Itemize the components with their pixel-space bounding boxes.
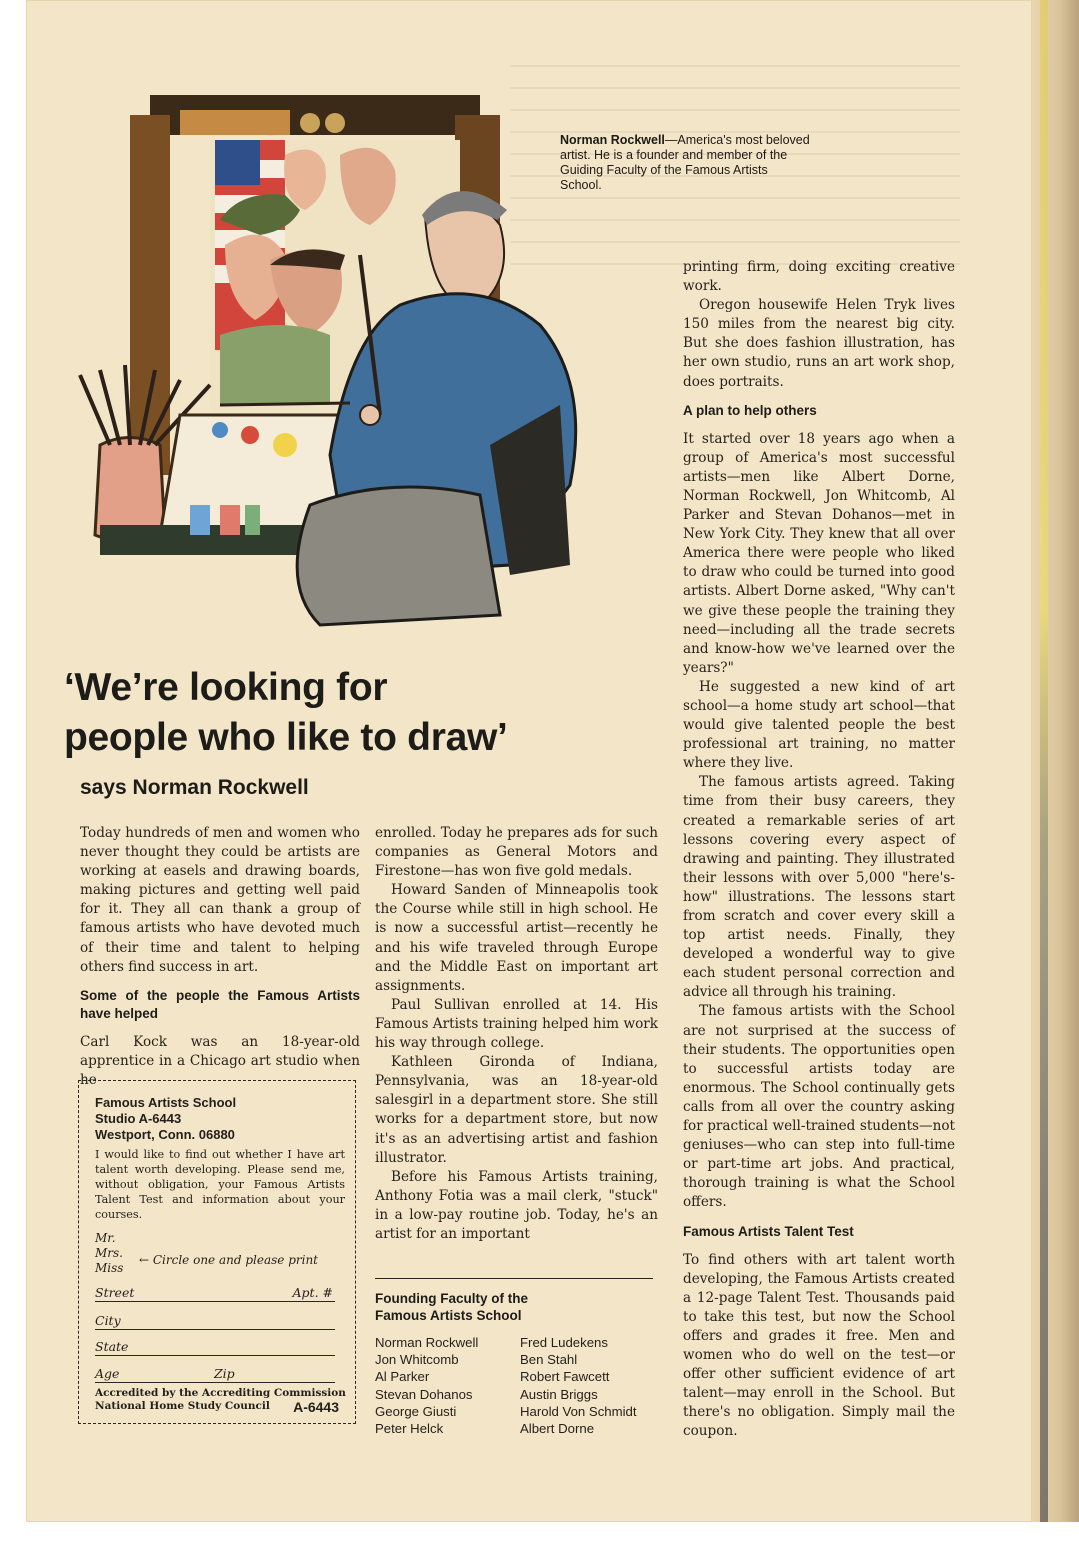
headline [64, 663, 624, 763]
list-item: George Giusti [375, 1403, 457, 1419]
accreditation-line-2: National Home Study Council [95, 1399, 270, 1412]
paragraph-fotia-cont: printing firm, doing exciting creative work. [683, 259, 955, 295]
section-heading-people: Some of the people the Famous Artists have helped [80, 987, 360, 1021]
column-1 [80, 824, 360, 1090]
list-item: Harold Von Schmidt [520, 1403, 637, 1419]
caption-name: Norman Rockwell [560, 133, 665, 147]
paragraph-lessons: The famous artists agreed. Taking time from their busy careers, they created a remarkable series of art lessons covering every aspect of drawing and painting. They illustrated their lessons with over 5,000 "here's-how" illustrations. The lessons start from scratch and cover every skill a top artist needs. Finally, they developed a wonderful way to give each student personal correction and advice all through his training. [683, 774, 955, 1001]
paragraph-suggestion: He suggested a new kind of art school—a home study art school—that would give talented people the best professional art training, no matter where they live. [683, 678, 955, 772]
list-item: Stevan Dohanos [375, 1386, 473, 1402]
intro-paragraph: Today hundreds of men and women who never thought they could be artists are working at easels and drawing boards, making pictures and getting well paid for it. They all can thank a group of famous artists who have devoted much of their time and talent to helping others find success in art. [80, 825, 360, 975]
coupon-address [95, 1095, 236, 1143]
mail-coupon[interactable] [78, 1080, 356, 1424]
list-item: Jon Whitcomb [375, 1352, 459, 1368]
caption-text: —America's most beloved artist. He is a founder and member of the Guiding Faculty of the Famous Artists School. [560, 133, 810, 192]
subhead: says Norman Rockwell [80, 776, 309, 799]
list-item: Al Parker [375, 1369, 430, 1385]
coupon-city: Westport, Conn. 06880 [95, 1127, 235, 1142]
paragraph-tryk: Oregon housewife Helen Tryk lives 150 miles from the nearest big city. But she does fashion illustration, has her own studio, runs an art work shop, does portraits. [683, 297, 955, 390]
column-2 [375, 824, 658, 1244]
list-item: Fred Ludekens [520, 1335, 608, 1350]
paragraph-talent-test: To find others with art talent worth developing, the Famous Artists created a 12-page Talent Test. Thousands paid to take this test, but now the School offers and grades it free. Men and women who do well on the test—or offer other sufficient evidence of art talent—may enroll in the School. But there's no obligation. Simply mail the coupon. [683, 1251, 955, 1440]
faculty-title [375, 1290, 528, 1324]
section-heading-plan: A plan to help others [683, 402, 817, 418]
column-3 [683, 258, 955, 1441]
coupon-school: Famous Artists School [95, 1095, 237, 1110]
coupon-request: I would like to find out whether I have art talent worth developing. Please send me, without obligation, your Famous Artists Talent Test and information about your courses. [95, 1148, 345, 1221]
coupon-title-options[interactable] [95, 1231, 123, 1276]
list-item: Austin Briggs [520, 1386, 598, 1402]
list-item: Peter Helck [375, 1421, 444, 1437]
paragraph-opportunities: The famous artists with the School are not surprised at the success of their students. The opportunities open to successful artists today are enormous. The School continually gets calls from all over the country asking for practical well-trained students—not geniuses—who can step into full-time or part-time art jobs. And practical, thorough training is what the School offers. [683, 1003, 955, 1211]
headline-line-2: people who like to draw’ [64, 716, 508, 759]
section-heading-talent-test: Famous Artists Talent Test [683, 1223, 854, 1239]
faculty-divider [375, 1278, 653, 1279]
state-field[interactable] [95, 1339, 335, 1356]
illustration-caption [560, 133, 810, 193]
paragraph-fotia: Before his Famous Artists training, Anthony Fotia was a mail clerk, "stuck" in a low-pay routine job. Today, he's an artist for an important [375, 1168, 658, 1242]
paragraph-history: It started over 18 years ago when a group of America's most successful artists—men like Albert Dorne, Norman Rockwell, Jon Whitcomb, Al Parker and Stevan Dohanos—met in New York City. They knew that all over America there were people who liked to draw who could be turned into good artists. Albert Dorne asked, "Why can't we give these people the training they need—including all the trade secrets and know-how we've learned over the years?" [683, 430, 955, 676]
paragraph-sullivan: Paul Sullivan enrolled at 14. His Famous Artists training helped him work his way through college. [375, 996, 658, 1052]
headline-line-1: ‘We’re looking for [64, 666, 388, 709]
list-item: Norman Rockwell [375, 1335, 479, 1350]
zip-label: Zip [214, 1366, 235, 1381]
faculty-title-line-2: Famous Artists School [375, 1308, 522, 1323]
paragraph-sanden: Howard Sanden of Minneapolis took the Course while still in high school. He is now a successful artist—recently he and his wife traveled through Europe and the Middle East on important art assignments. [375, 882, 658, 994]
coupon-studio: Studio A-6443 [95, 1111, 182, 1126]
coupon-code: A-6443 [293, 1399, 339, 1415]
age-label: Age [95, 1366, 120, 1381]
paragraph-kock-cont: enrolled. Today he prepares ads for such companies as General Motors and Firestone—has won five gold medals. [375, 825, 658, 880]
title-miss[interactable]: Miss [95, 1261, 124, 1275]
title-mr[interactable]: Mr. [95, 1231, 116, 1245]
city-field[interactable] [95, 1313, 335, 1330]
paragraph-carl-kock: Carl Kock was an 18-year-old apprentice in a Chicago art studio when he [80, 1033, 360, 1088]
accreditation-line-1: Accredited by the Accrediting Commission [95, 1387, 346, 1399]
page-edge-strip [1040, 0, 1048, 1522]
faculty-title-line-1: Founding Faculty of the [375, 1291, 528, 1306]
state-label: State [95, 1339, 129, 1354]
rockwell-illustration [70, 85, 630, 640]
street-label: Street [95, 1285, 135, 1300]
title-mrs[interactable]: Mrs. [95, 1246, 123, 1260]
list-item: Ben Stahl [520, 1352, 578, 1368]
paragraph-gironda: Kathleen Gironda of Indiana, Pennsylvania, was an 18-year-old salesgirl in a department store. She still works for a department store, but now it's as an advertising artist and fashion illustrator. [375, 1054, 658, 1166]
list-item: Robert Fawcett [520, 1369, 610, 1385]
faculty-list-right [520, 1334, 637, 1437]
list-item: Albert Dorne [520, 1421, 595, 1437]
coupon-circle-note: ← Circle one and please print [139, 1253, 319, 1267]
faculty-list-left [375, 1334, 478, 1437]
city-label: City [95, 1313, 121, 1328]
apt-label: Apt. # [292, 1285, 333, 1300]
